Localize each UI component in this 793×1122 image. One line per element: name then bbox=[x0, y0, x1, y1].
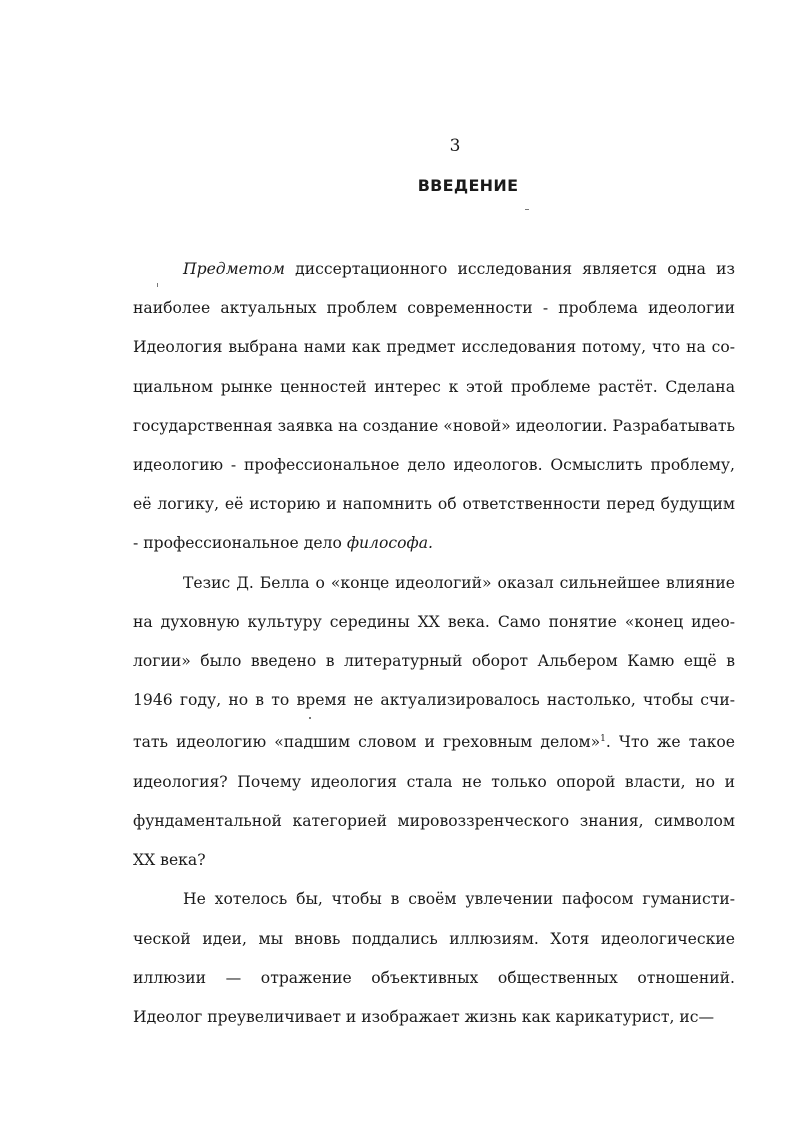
text-segment: идеология? Почему идеология стала не только опорой власти, но и bbox=[133, 772, 735, 791]
text-line bbox=[133, 880, 735, 919]
text-segment: государственная заявка на создание «новой» идеологии. Разрабатывать bbox=[133, 416, 735, 435]
text-line bbox=[133, 407, 735, 446]
paragraph bbox=[133, 250, 735, 564]
body-text bbox=[133, 250, 735, 1037]
text-line bbox=[133, 998, 735, 1037]
text-segment: . Что же такое bbox=[605, 733, 735, 752]
footnote-ref: 1 bbox=[600, 734, 606, 745]
text-segment: ческой идеи, мы вновь поддались иллюзиям. Хотя идеологические bbox=[133, 929, 735, 948]
text-line bbox=[133, 681, 735, 720]
text-segment: Идеолог преувеличивает и изображает жизнь как карикатурист, ис— bbox=[133, 1008, 715, 1027]
text-segment: иллюзии — отражение объективных общественных отношений. bbox=[133, 968, 735, 987]
text-line bbox=[133, 250, 735, 289]
text-segment: - профессиональное дело bbox=[133, 534, 347, 553]
text-segment: идеологию - профессиональное дело идеологов. Осмыслить проблему, bbox=[133, 456, 735, 475]
text-segment: Не хотелось бы, чтобы в своём увлечении пафосом гуманисти- bbox=[183, 890, 735, 909]
text-line bbox=[133, 328, 735, 367]
scan-speck bbox=[525, 209, 529, 210]
text-line bbox=[133, 720, 735, 762]
scan-speck bbox=[157, 283, 158, 287]
text-line bbox=[133, 289, 735, 328]
text-segment: XX века? bbox=[133, 851, 206, 870]
text-segment: диссертационного исследования является одна из bbox=[284, 260, 735, 278]
text-line bbox=[133, 564, 735, 603]
text-line bbox=[133, 802, 735, 841]
text-line bbox=[133, 920, 735, 959]
text-segment: наиболее актуальных проблем современности - проблема идеологии bbox=[133, 299, 735, 318]
text-line bbox=[133, 446, 735, 485]
text-segment: Предметом bbox=[183, 260, 285, 278]
text-line bbox=[133, 642, 735, 681]
text-line bbox=[133, 603, 735, 642]
text-segment: логии» было введено в литературный оборот Альбером Камю ещё в bbox=[133, 652, 735, 671]
text-segment: на духовную культуру середины XX века. Само понятие «конец идео- bbox=[133, 612, 735, 631]
paragraph bbox=[133, 880, 735, 1037]
text-segment: 1946 году, но в то время не актуализировалось настолько, чтобы счи- bbox=[133, 691, 735, 710]
paragraph bbox=[133, 564, 735, 881]
text-segment: фундаментальной категорией мировоззренческого знания, символом bbox=[133, 812, 735, 831]
text-line bbox=[133, 485, 735, 524]
text-segment: Идеология выбрана нами как предмет исследования потому, что на со- bbox=[133, 338, 735, 357]
scan-speck bbox=[309, 717, 311, 719]
text-line bbox=[133, 368, 735, 407]
text-segment: философа. bbox=[346, 534, 433, 553]
text-segment: её логику, её историю и напомнить об ответственности перед будущим bbox=[133, 495, 735, 514]
text-line bbox=[133, 524, 735, 563]
text-line bbox=[133, 959, 735, 998]
text-line bbox=[133, 763, 735, 802]
text-segment: циальном рынке ценностей интерес к этой проблеме растёт. Сделана bbox=[133, 377, 735, 396]
text-line bbox=[133, 841, 735, 880]
section-heading: ВВЕДЕНИЕ bbox=[417, 176, 519, 195]
text-segment: Тезис Д. Белла о «конце идеологий» оказал сильнейшее влияние bbox=[183, 573, 735, 592]
page-number: 3 bbox=[449, 136, 461, 156]
text-segment: тать идеологию «падшим словом и греховным делом» bbox=[133, 733, 601, 752]
